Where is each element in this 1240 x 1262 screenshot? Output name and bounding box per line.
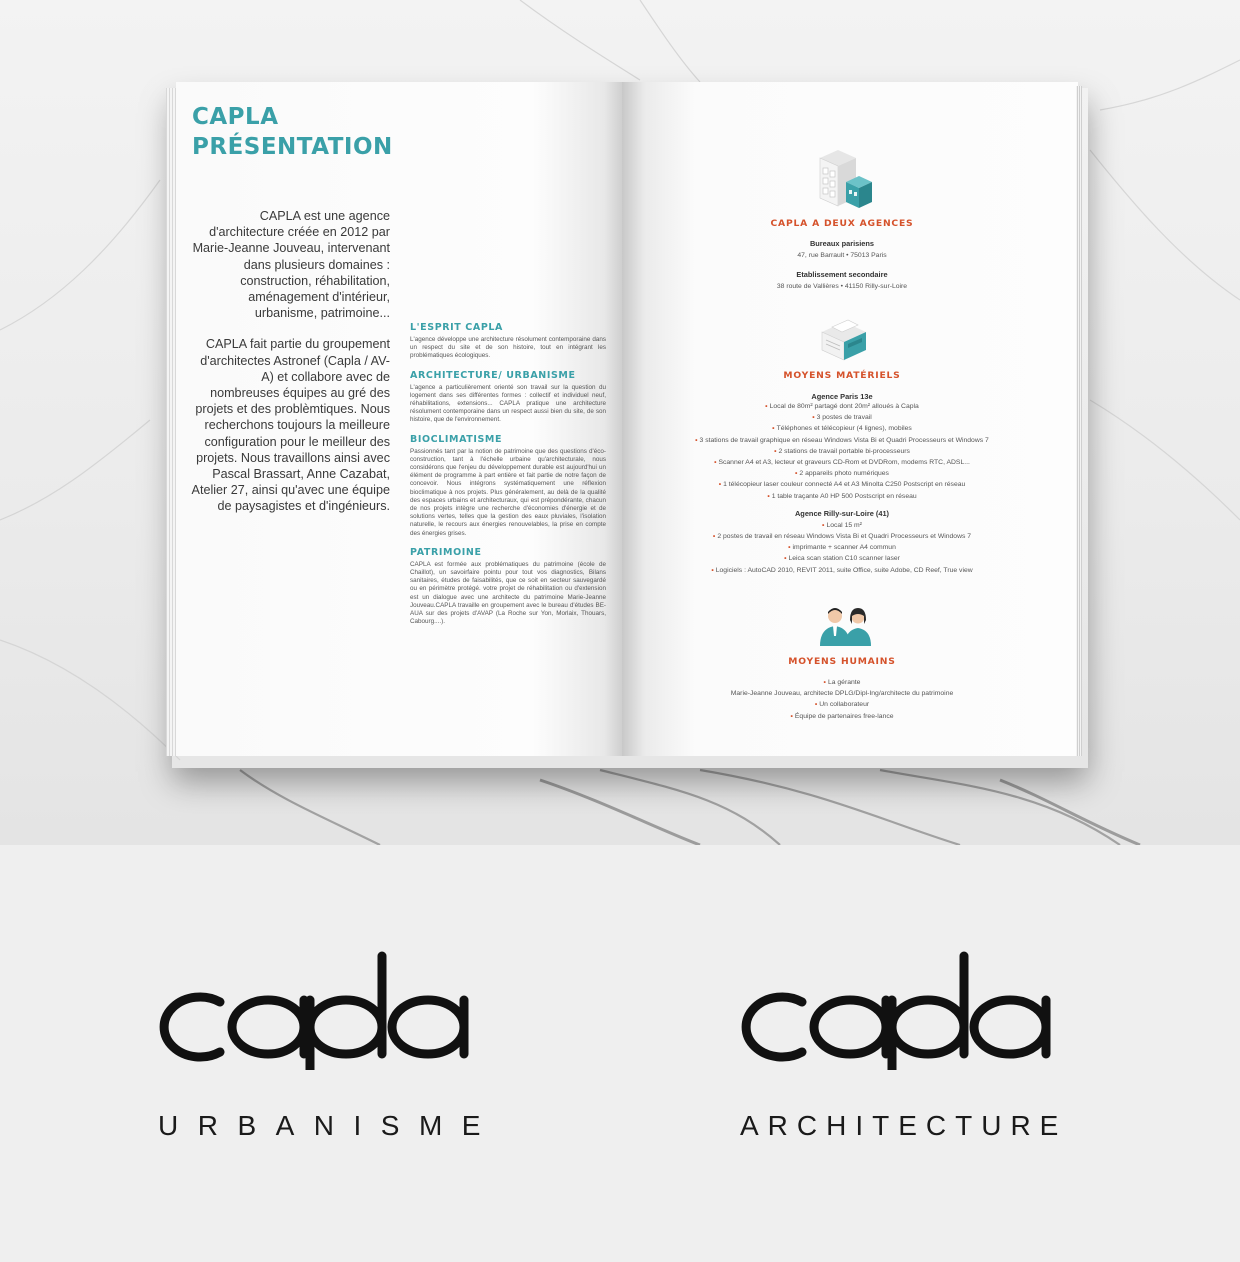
capla-urbanisme-logo xyxy=(150,950,510,1141)
paris-agency-label: Agence Paris 13e xyxy=(811,392,873,401)
office-address: 38 route de Vallières • 41150 Rilly-sur-Loire xyxy=(776,283,908,291)
humains-heading: MOYENS HUMAINS xyxy=(788,656,896,667)
section-heading: PATRIMOINE xyxy=(410,546,482,558)
section-text: L'agence développe une architecture résolument contemporaine dans un respect du site et de son histoire, tout en intégrant les problématiques écologiques. xyxy=(410,336,606,360)
office-address: 47, rue Barrault • 75013 Paris xyxy=(797,252,887,259)
materiels-block xyxy=(640,370,1044,576)
equipment-item: • 2 postes de travail en réseau Windows Vista Bi et Quadri Processeurs et Windows 7 xyxy=(712,533,972,541)
equipment-item: • Téléphones et télécopieur (4 lignes), mobiles xyxy=(772,425,912,433)
staff-item: • La gérante xyxy=(823,679,861,686)
section-text: Passionnés tant par la notion de patrimoine que des questions d'éco-construction, tant à l'échelle urbaine qu'architecturale, nous considérons que l'enjeu du développement durable est aujourd'hui un élément de programme à part entière et fait partie de notre façon de concevoir. Nous intégrons systématiquement une réflexion bioclimatique à nos projets. Plus généralement, au delà de la qualité des espaces urbains et architecturaux, qui est prépondérante, chacun de nos projets intègre une recherche d'économies d'énergie et de solutions vertes, telles que la gestion des eaux pluviales, l'isolation naturelle, le recours aux énergies renouvelables, la prise en compte des énergies grises. xyxy=(410,447,606,537)
equipment-item: • 3 stations de travail graphique en réseau Windows Vista Bi et Quadri Processeurs et Windows 7 xyxy=(695,436,989,444)
humains-block xyxy=(640,656,1044,722)
title-line-1: CAPLA xyxy=(192,104,279,130)
equipment-item: • 2 stations de travail portable bi-processeurs xyxy=(774,447,910,455)
equipment-item: • Local de 80m² partagé dont 20m² alloués à Capla xyxy=(765,403,919,410)
equipment-item: • Logiciels : AutoCAD 2010, REVIT 2011, suite Office, suite Adobe, CD Reef, True view xyxy=(711,566,973,574)
section-text: CAPLA est formée aux problématiques du patrimoine (école de Chaillot), un savoirfaire pointu pour tout vos diagnostics, Bilans sanitaires, études de faisabilités, que ce soit en secteur sauvegardé ou en périmètre protégé. votre projet de réhabilitation ou d'extension est un dialogue avec une architecte du patrimoine Marie-Jeanne Jouveau.CAPLA travaille en groupement avec le bureau d'études BE-AUA sur des projets d'AVAP (La Roche sur Yon, Morlaix, Thouars, Cabourg....). xyxy=(410,560,606,626)
section-heading: ARCHITECTURE/ URBANISME xyxy=(410,369,576,381)
staff-item: Marie-Jeanne Jouveau, architecte DPLG/Dipl-Ing/architecte du patrimoine xyxy=(730,690,954,698)
equipment-item: • 3 postes de travail xyxy=(812,414,872,422)
rilly-agency-label: Agence Rilly-sur-Loire (41) xyxy=(794,508,890,518)
office-label: Bureaux parisiens xyxy=(809,239,875,248)
agences-heading: CAPLA A DEUX AGENCES xyxy=(770,218,914,229)
equipment-item: • 2 appareils photo numériques xyxy=(795,470,889,478)
page-edges-right xyxy=(1076,86,1082,756)
section-text: L'agence a particulièrement orienté son travail sur la question du logement dans ses différentes formes : collectif et individuel neuf, réhabilitations, extensions... CAPLA pratique une architecture résolument contemporaine dans un respect aussi bien du site, de son histoire, que de l'environnement. xyxy=(410,383,606,424)
staff-item: • Un collaborateur xyxy=(814,701,870,709)
equipment-item: • Leica scan station C10 scanner laser xyxy=(784,555,900,563)
equipment-item: • 1 table traçante A0 HP 500 Postscript en réseau xyxy=(767,492,917,500)
section-heading: BIOCLIMATISME xyxy=(410,433,503,445)
building-icon xyxy=(816,150,876,215)
printer-icon xyxy=(818,318,870,367)
agences-block xyxy=(640,218,1044,292)
page-title xyxy=(192,102,452,162)
equipment-item: • Local 15 m² xyxy=(822,521,862,529)
intro-text xyxy=(190,208,390,530)
title-line-2: PRÉSENTATION xyxy=(192,134,393,160)
materiels-heading: MOYENS MATÉRIELS xyxy=(783,370,901,381)
people-icon xyxy=(818,606,876,653)
urbanisme-wordmark: URBANISME xyxy=(158,1110,500,1141)
sections-column xyxy=(410,322,606,635)
equipment-item: • Scanner A4 et A3, lecteur et graveurs CD-Rom et DVDRom, modems RTC, ADSL... xyxy=(714,459,970,467)
capla-logomark xyxy=(732,950,1092,1070)
architecture-wordmark: ARCHITECTURE xyxy=(740,1110,1068,1141)
capla-logomark xyxy=(150,950,510,1070)
capla-architecture-logo xyxy=(732,950,1092,1141)
page-edges-left xyxy=(166,88,176,756)
intro-paragraph-2: CAPLA fait partie du groupement d'architectes Astronef (Capla / AV-A) et collabore avec de nombreuses équipes au gré des projets et des problèmtiques. Nous recherchons toujours la meilleure configuration pour le meilleur des projets. Nous travaillons ainsi avec Pascal Brassart, Anne Cazabat, Atelier 27, ainsi qu'avec une équipe de paysagistes et d'ingénieurs. xyxy=(191,337,390,514)
equipment-item: • 1 télécopieur laser couleur connecté A4 et A3 Minolta C250 Postscript en réseau xyxy=(718,481,966,489)
section-heading: L'ESPRIT CAPLA xyxy=(410,322,503,333)
equipment-item: • imprimante + scanner A4 commun xyxy=(788,544,896,552)
intro-paragraph-1: CAPLA est une agence d'architecture créée en 2012 par Marie-Jeanne Jouveau, intervenant dans plusieurs domaines : construction, réhabilitation, aménagement d'intérieur, urbanisme, patrimoine... xyxy=(192,209,390,321)
staff-item: • Équipe de partenaires free-lance xyxy=(790,712,894,720)
office-label: Etablissement secondaire xyxy=(796,270,888,280)
